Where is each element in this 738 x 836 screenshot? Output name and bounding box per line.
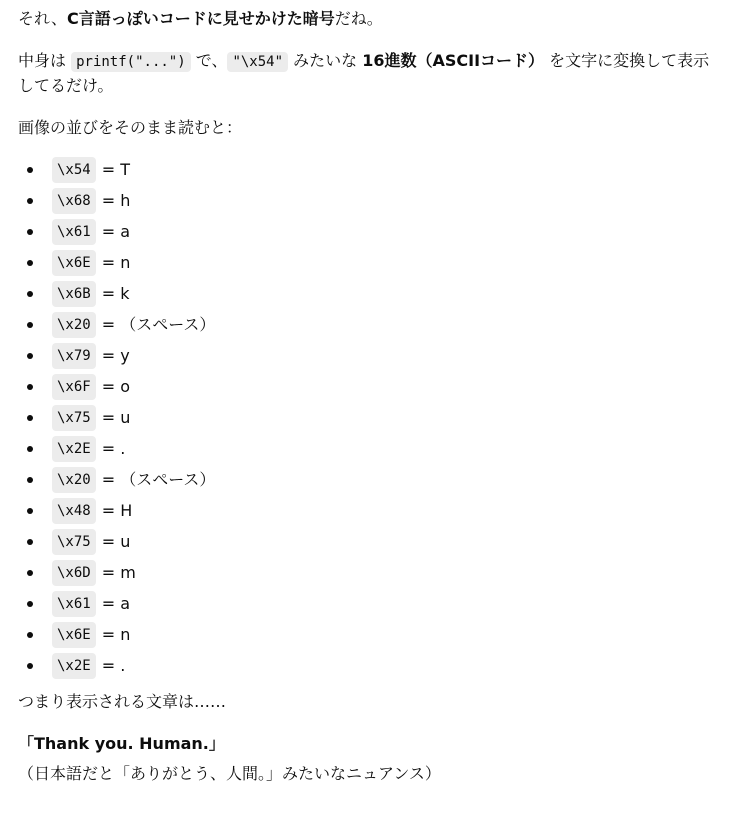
- bullet-icon: [27, 198, 33, 204]
- bullet-icon: [27, 508, 33, 514]
- bullet-icon: [27, 384, 33, 390]
- list-item: [18, 371, 720, 402]
- bullet-icon: [27, 167, 33, 173]
- hex-code: \x6D: [52, 560, 96, 586]
- list-item: [18, 154, 720, 185]
- hex-code: \x48: [52, 498, 96, 524]
- explanation-part4: を文字に変換して表示してるだけ。: [18, 50, 710, 96]
- hex-code: \x2E: [52, 653, 96, 679]
- read-line: 画像の並びをそのまま読むと：: [18, 117, 243, 137]
- list-item: [18, 402, 720, 433]
- char-value: = h: [101, 191, 131, 211]
- list-item: [18, 495, 720, 526]
- hex-code: \x6E: [52, 250, 96, 276]
- char-value: = o: [101, 377, 130, 397]
- char-value: = H: [101, 501, 133, 521]
- bullet-icon: [27, 415, 33, 421]
- hex-code: \x61: [52, 591, 96, 617]
- bullet-icon: [27, 322, 33, 328]
- list-item: [18, 588, 720, 619]
- explanation-part1: 中身は: [18, 50, 72, 70]
- char-value: = a: [101, 222, 131, 242]
- char-value: = （スペース）: [101, 470, 216, 490]
- hex-code: \x79: [52, 343, 96, 369]
- bullet-icon: [27, 539, 33, 545]
- char-value: = n: [101, 625, 131, 645]
- bullet-icon: [27, 477, 33, 483]
- hex-code: \x61: [52, 219, 96, 245]
- char-value: = n: [101, 253, 131, 273]
- intro-paragraph: [18, 6, 720, 32]
- list-item: [18, 464, 720, 495]
- hex-code: \x6B: [52, 281, 96, 307]
- list-item: [18, 247, 720, 278]
- explanation-part2: で、: [190, 50, 228, 70]
- inline-code-printf: printf("..."): [71, 52, 191, 72]
- bullet-icon: [27, 601, 33, 607]
- intro-suffix: だね。: [334, 9, 383, 28]
- list-item: [18, 309, 720, 340]
- hex-code: \x20: [52, 467, 96, 493]
- char-value: = m: [101, 563, 136, 583]
- list-item: [18, 185, 720, 216]
- char-value: = y: [101, 346, 130, 366]
- list-item: [18, 216, 720, 247]
- char-value: = k: [101, 284, 130, 304]
- char-value: = .: [101, 439, 126, 459]
- hex-code: \x2E: [52, 436, 96, 462]
- result-quote: 「Thank you. Human.」: [18, 733, 225, 753]
- char-value: = a: [101, 594, 131, 614]
- result-nuance: （日本語だと「ありがとう、人間。」みたいなニュアンス）: [18, 763, 441, 783]
- bullet-icon: [27, 353, 33, 359]
- bullet-icon: [27, 446, 33, 452]
- char-value: = （スペース）: [101, 315, 216, 335]
- hex-code: \x20: [52, 312, 96, 338]
- list-item: [18, 619, 720, 650]
- list-item: [18, 278, 720, 309]
- bullet-icon: [27, 260, 33, 266]
- explanation-part3: みたいな: [288, 50, 363, 70]
- summary-line: つまり表示される文章は……: [18, 692, 227, 712]
- list-item: [18, 557, 720, 588]
- bullet-icon: [27, 291, 33, 297]
- hex-code: \x75: [52, 529, 96, 555]
- hex-code: \x75: [52, 405, 96, 431]
- bullet-icon: [27, 570, 33, 576]
- bullet-icon: [27, 632, 33, 638]
- bullet-icon: [27, 229, 33, 235]
- list-item: [18, 340, 720, 371]
- intro-prefix: それ、: [18, 9, 67, 28]
- inline-code-x54: "\x54": [227, 52, 288, 72]
- explanation-bold: 16進数（ASCIIコード）: [362, 50, 545, 70]
- bullet-icon: [27, 663, 33, 669]
- char-value: = u: [101, 532, 131, 552]
- intro-bold: C言語っぽいコードに見せかけた暗号: [66, 9, 335, 28]
- char-value: = u: [101, 408, 131, 428]
- hex-code: \x54: [52, 157, 96, 183]
- list-item: [18, 433, 720, 464]
- explanation-paragraph: [18, 48, 720, 99]
- hex-code: \x68: [52, 188, 96, 214]
- char-value: = T: [101, 160, 130, 180]
- list-item: [18, 650, 720, 681]
- hex-code: \x6F: [52, 374, 96, 400]
- byte-list: [18, 154, 720, 681]
- char-value: = .: [101, 656, 126, 676]
- list-item: [18, 526, 720, 557]
- hex-code: \x6E: [52, 622, 96, 648]
